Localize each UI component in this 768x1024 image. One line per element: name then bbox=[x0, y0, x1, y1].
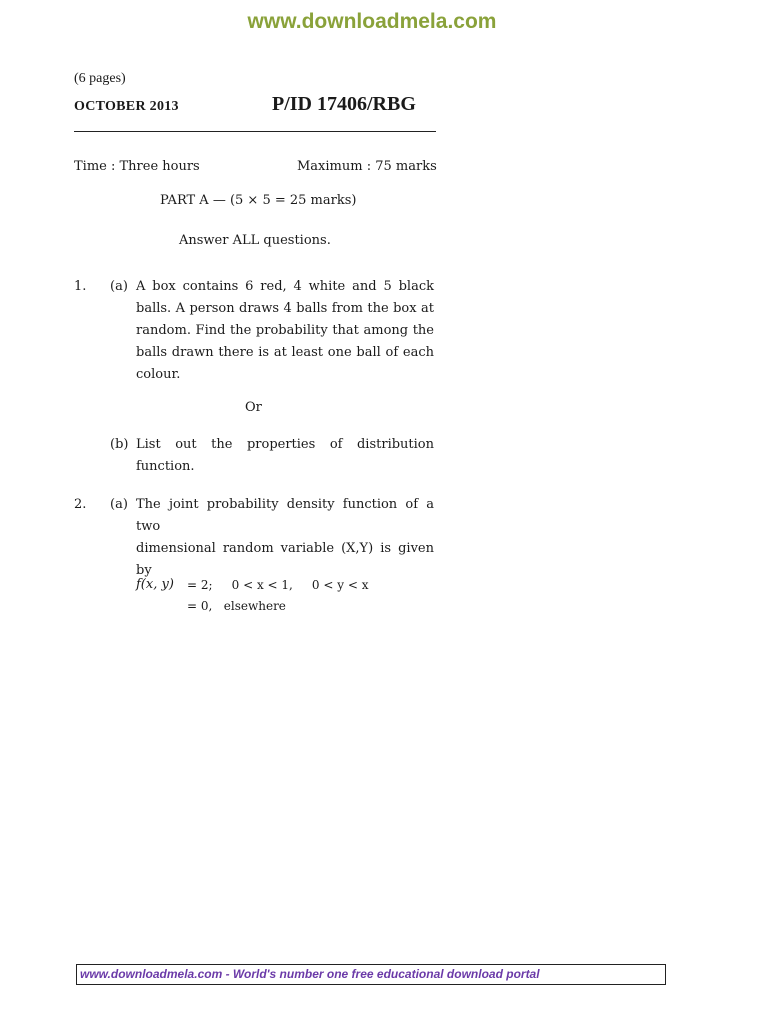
question-text bbox=[136, 276, 434, 386]
option-label: (a) bbox=[110, 279, 128, 294]
text-line: function. bbox=[136, 459, 195, 474]
formula-line: = 2; 0 < x < 1, 0 < y < x bbox=[187, 578, 369, 592]
text-line: The joint probability density function of a two bbox=[136, 497, 434, 534]
question-number: 2. bbox=[74, 497, 87, 512]
part-instruction: Answer ALL questions. bbox=[179, 233, 331, 248]
header-divider bbox=[74, 131, 436, 132]
text-line: by bbox=[136, 563, 152, 578]
question-text bbox=[136, 434, 434, 478]
site-header-link[interactable]: www.downloadmela.com bbox=[247, 10, 497, 33]
text-line: colour. bbox=[136, 367, 181, 382]
time-allowed: Time : Three hours bbox=[74, 159, 200, 174]
question-text bbox=[136, 494, 434, 582]
question-number: 1. bbox=[74, 279, 87, 294]
exam-month: OCTOBER 2013 bbox=[74, 99, 179, 114]
text-line: A box contains 6 red, 4 white and 5 black bbox=[136, 279, 434, 294]
footer-banner bbox=[76, 964, 666, 985]
part-title: PART A — (5 × 5 = 25 marks) bbox=[160, 193, 357, 208]
option-label: (a) bbox=[110, 497, 128, 512]
formula-lhs: f(x, y) bbox=[136, 577, 174, 592]
text-line: balls. A person draws 4 balls from the box at bbox=[136, 301, 434, 316]
text-line: balls drawn there is at least one ball of each bbox=[136, 345, 434, 360]
text-line: random. Find the probability that among the bbox=[136, 323, 434, 338]
formula-line: = 0, elsewhere bbox=[187, 599, 286, 613]
option-label: (b) bbox=[110, 437, 129, 452]
text-line: List out the properties of distribution bbox=[136, 437, 434, 452]
or-separator: Or bbox=[245, 400, 262, 415]
footer-link[interactable]: www.downloadmela.com - World's number one free educational download portal bbox=[80, 967, 540, 981]
page-count: (6 pages) bbox=[74, 71, 126, 86]
paper-code: P/ID 17406/RBG bbox=[272, 93, 416, 115]
maximum-marks: Maximum : 75 marks bbox=[297, 159, 437, 174]
text-line: dimensional random variable (X,Y) is given bbox=[136, 541, 434, 556]
